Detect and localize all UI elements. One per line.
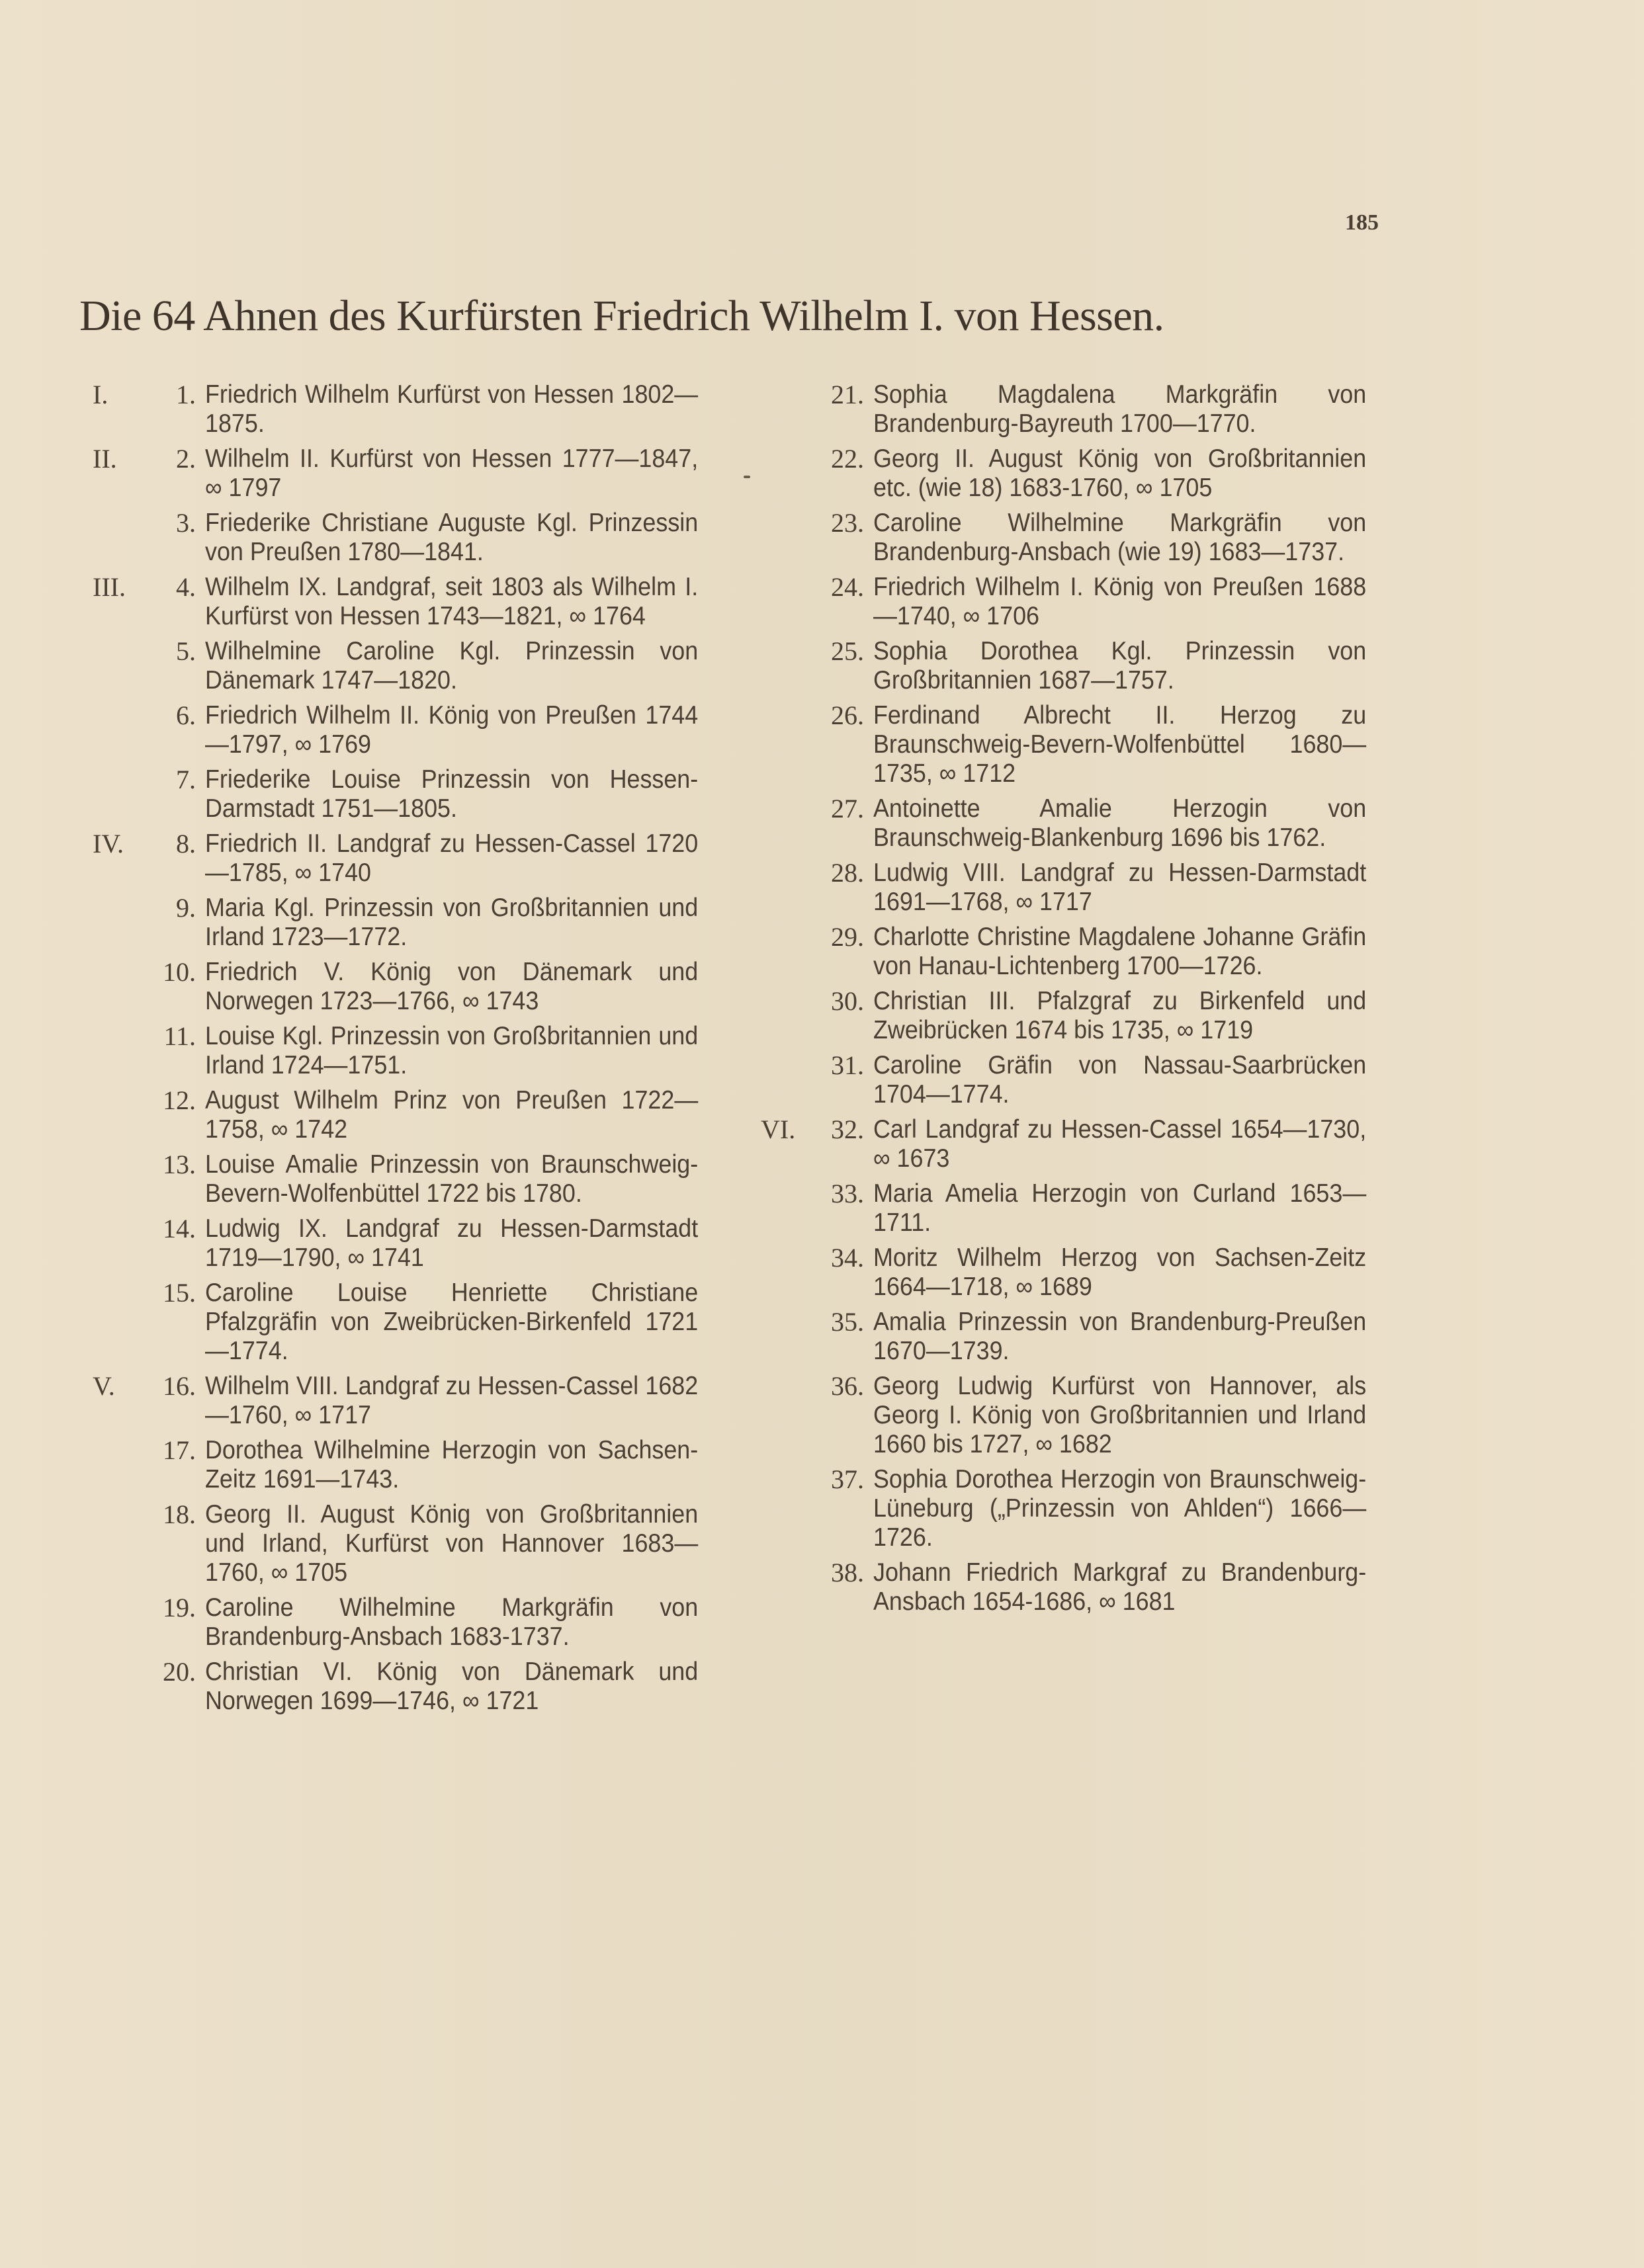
page-number: 185	[1345, 210, 1379, 235]
ancestor-number: 32.	[831, 1114, 864, 1144]
ancestor-number: 33.	[831, 1179, 864, 1208]
ancestor-number: 14.	[163, 1214, 196, 1243]
ancestor-number: 15.	[163, 1278, 196, 1308]
ancestor-description: Ferdinand Albrecht II. Herzog zu Braunschweig-Bevern-Wolfenbüttel 1680—1735, ∞ 1712	[873, 701, 1367, 788]
page-title: Die 64 Ahnen des Kurfürsten Friedrich Wilhelm I. von Hessen.	[79, 292, 1164, 340]
ancestor-description: Maria Kgl. Prinzessin von Großbritannien und Irland 1723—1772.	[205, 894, 699, 951]
generation-numeral: V.	[93, 1371, 115, 1401]
generation-numeral: IV.	[93, 829, 124, 859]
ancestor-description: Louise Amalie Prinzessin von Braunschweig-Bevern-Wolfenbüttel 1722 bis 1780.	[205, 1150, 699, 1208]
ancestor-number: 1.	[176, 380, 196, 409]
ancestor-description: Friedrich Wilhelm II. König von Preußen 1744—1797, ∞ 1769	[205, 701, 699, 759]
ancestor-entry	[79, 380, 741, 439]
ancestor-number: 35.	[831, 1307, 864, 1337]
ancestor-entry	[79, 958, 741, 1016]
ancestor-number: 24.	[831, 572, 864, 602]
ancestor-number: 4.	[176, 572, 196, 602]
ancestor-number: 17.	[163, 1435, 196, 1465]
ancestor-description: Friederike Christiane Auguste Kgl. Prinzessin von Preußen 1780—1841.	[205, 509, 699, 566]
ancestor-description: Friederike Louise Prinzessin von Hessen-Darmstadt 1751—1805.	[205, 765, 699, 823]
ancestor-entry	[748, 1051, 1409, 1109]
generation-numeral: II.	[93, 444, 117, 474]
ancestor-entry	[79, 1436, 741, 1494]
ancestor-entry	[79, 1150, 741, 1208]
ancestor-number: 37.	[831, 1464, 864, 1494]
ancestor-description: Wilhelm VIII. Landgraf zu Hessen-Cassel 1682—1760, ∞ 1717	[205, 1372, 699, 1429]
ancestor-entry	[79, 1279, 741, 1366]
ancestor-entry	[79, 1214, 741, 1273]
ancestor-entry	[748, 1308, 1409, 1366]
ancestor-number: 23.	[831, 508, 864, 538]
ancestor-description: Antoinette Amalie Herzogin von Braunschweig-Blankenburg 1696 bis 1762.	[873, 794, 1367, 852]
ancestor-number: 20.	[163, 1657, 196, 1687]
ancestor-number: 26.	[831, 700, 864, 730]
generation-numeral: III.	[93, 572, 126, 602]
ancestor-description: Louise Kgl. Prinzessin von Großbritannien und Irland 1724—1751.	[205, 1022, 699, 1079]
ancestor-number: 5.	[176, 636, 196, 666]
ancestor-entry	[748, 1179, 1409, 1238]
ancestor-description: Charlotte Christine Magdalene Johanne Gräfin von Hanau-Lichtenberg 1700—1726.	[873, 923, 1367, 980]
ancestor-description: Wilhelm II. Kurfürst von Hessen 1777—1847, ∞ 1797	[205, 444, 699, 502]
ancestor-number: 25.	[831, 636, 864, 666]
ancestor-entry	[748, 444, 1409, 503]
ancestor-entry	[748, 380, 1409, 439]
ancestor-number: 9.	[176, 893, 196, 923]
ancestor-description: Friedrich Wilhelm Kurfürst von Hessen 1802—1875.	[205, 380, 699, 438]
ancestor-description: Georg II. August König von Großbritannien und Irland, Kurfürst von Hannover 1683—1760, ∞ 1705	[205, 1500, 699, 1587]
ancestor-description: August Wilhelm Prinz von Preußen 1722—1758, ∞ 1742	[205, 1086, 699, 1144]
ancestor-description: Friedrich Wilhelm I. König von Preußen 1688—1740, ∞ 1706	[873, 573, 1367, 630]
right-column-ancestor-list	[748, 380, 1409, 1622]
ancestor-number: 28.	[831, 858, 864, 888]
ancestor-description: Sophia Dorothea Herzogin von Braunschweig-Lüneburg („Prinzessin von Ahlden“) 1666—1726.	[873, 1465, 1367, 1552]
ancestor-entry	[79, 1372, 741, 1430]
ancestor-description: Christian VI. König von Dänemark und Norwegen 1699—1746, ∞ 1721	[205, 1658, 699, 1715]
ancestor-description: Carl Landgraf zu Hessen-Cassel 1654—1730, ∞ 1673	[873, 1115, 1367, 1173]
ancestor-entry	[79, 1086, 741, 1144]
ancestor-entry	[79, 765, 741, 823]
ancestor-number: 38.	[831, 1558, 864, 1587]
ancestor-description: Amalia Prinzessin von Brandenburg-Preußen 1670—1739.	[873, 1308, 1367, 1365]
ancestor-description: Ludwig VIII. Landgraf zu Hessen-Darmstadt 1691—1768, ∞ 1717	[873, 859, 1367, 916]
ancestor-description: Sophia Magdalena Markgräfin von Brandenburg-Bayreuth 1700—1770.	[873, 380, 1367, 438]
ancestor-entry	[748, 923, 1409, 981]
ancestor-number: 31.	[831, 1050, 864, 1080]
ancestor-description: Georg II. August König von Großbritannien etc. (wie 18) 1683-1760, ∞ 1705	[873, 444, 1367, 502]
ancestor-description: Friedrich V. König von Dänemark und Norwegen 1723—1766, ∞ 1743	[205, 958, 699, 1015]
ancestor-entry	[79, 509, 741, 567]
ancestor-entry	[748, 573, 1409, 631]
ancestor-entry	[748, 509, 1409, 567]
ancestor-description: Maria Amelia Herzogin von Curland 1653—1711.	[873, 1179, 1367, 1237]
ancestor-entry	[748, 701, 1409, 788]
ancestor-number: 30.	[831, 986, 864, 1016]
ancestor-entry	[748, 637, 1409, 695]
ancestor-description: Johann Friedrich Markgraf zu Brandenburg-Ansbach 1654-1686, ∞ 1681	[873, 1558, 1367, 1616]
ancestor-number: 29.	[831, 922, 864, 952]
ancestor-number: 3.	[176, 508, 196, 538]
ancestor-number: 7.	[176, 765, 196, 794]
ancestor-entry	[79, 1593, 741, 1652]
ancestor-entry	[748, 1465, 1409, 1552]
ancestor-number: 22.	[831, 444, 864, 474]
ancestor-description: Moritz Wilhelm Herzog von Sachsen-Zeitz 1664—1718, ∞ 1689	[873, 1243, 1367, 1301]
ancestor-description: Dorothea Wilhelmine Herzogin von Sachsen-Zeitz 1691—1743.	[205, 1436, 699, 1493]
ancestor-description: Sophia Dorothea Kgl. Prinzessin von Großbritannien 1687—1757.	[873, 637, 1367, 694]
ancestor-entry	[748, 1558, 1409, 1617]
ancestor-number: 19.	[163, 1593, 196, 1622]
ancestor-description: Caroline Wilhelmine Markgräfin von Brandenburg-Ansbach (wie 19) 1683—1737.	[873, 509, 1367, 566]
ancestor-number: 27.	[831, 794, 864, 823]
ancestor-description: Caroline Wilhelmine Markgräfin von Brandenburg-Ansbach 1683-1737.	[205, 1593, 699, 1651]
ancestor-number: 2.	[176, 444, 196, 474]
ancestor-entry	[79, 1500, 741, 1587]
ancestor-entry	[79, 444, 741, 503]
ancestor-description: Georg Ludwig Kurfürst von Hannover, als Georg I. König von Großbritannien und Irland 1660 bis 1727, ∞ 1682	[873, 1372, 1367, 1458]
ancestor-entry	[79, 829, 741, 888]
ancestor-description: Ludwig IX. Landgraf zu Hessen-Darmstadt 1719—1790, ∞ 1741	[205, 1214, 699, 1272]
ancestor-description: Wilhelm IX. Landgraf, seit 1803 als Wilhelm I. Kurfürst von Hessen 1743—1821, ∞ 1764	[205, 573, 699, 630]
ancestor-entry	[748, 794, 1409, 853]
ancestor-entry	[748, 859, 1409, 917]
ancestor-number: 18.	[163, 1499, 196, 1529]
ancestor-number: 10.	[163, 957, 196, 987]
ancestor-number: 12.	[163, 1085, 196, 1115]
ancestor-entry	[748, 1372, 1409, 1459]
ancestor-entry	[79, 573, 741, 631]
ancestor-entry	[748, 1243, 1409, 1302]
ancestor-number: 34.	[831, 1243, 864, 1273]
ancestor-entry	[79, 894, 741, 952]
ancestor-description: Christian III. Pfalzgraf zu Birkenfeld und Zweibrücken 1674 bis 1735, ∞ 1719	[873, 987, 1367, 1044]
ancestor-entry	[748, 987, 1409, 1045]
ancestor-number: 13.	[163, 1150, 196, 1179]
left-column-ancestor-list	[79, 380, 741, 1722]
ancestor-entry	[748, 1115, 1409, 1173]
ancestor-entry	[79, 1658, 741, 1716]
ancestor-number: 11.	[163, 1021, 196, 1051]
ancestor-entry	[79, 701, 741, 759]
ancestor-entry	[79, 1022, 741, 1080]
ancestor-entry	[79, 637, 741, 695]
generation-numeral: I.	[93, 380, 108, 409]
ancestor-number: 6.	[176, 700, 196, 730]
ancestor-description: Caroline Louise Henriette Christiane Pfalzgräfin von Zweibrücken-Birkenfeld 1721—1774.	[205, 1279, 699, 1365]
ancestor-number: 36.	[831, 1371, 864, 1401]
ancestor-number: 16.	[163, 1371, 196, 1401]
generation-numeral: VI.	[761, 1114, 796, 1144]
ancestor-number: 21.	[831, 380, 864, 409]
ancestor-description: Caroline Gräfin von Nassau-Saarbrücken 1704—1774.	[873, 1051, 1367, 1109]
ancestor-description: Wilhelmine Caroline Kgl. Prinzessin von Dänemark 1747—1820.	[205, 637, 699, 694]
ancestor-number: 8.	[176, 829, 196, 859]
ancestor-description: Friedrich II. Landgraf zu Hessen-Cassel 1720—1785, ∞ 1740	[205, 829, 699, 887]
